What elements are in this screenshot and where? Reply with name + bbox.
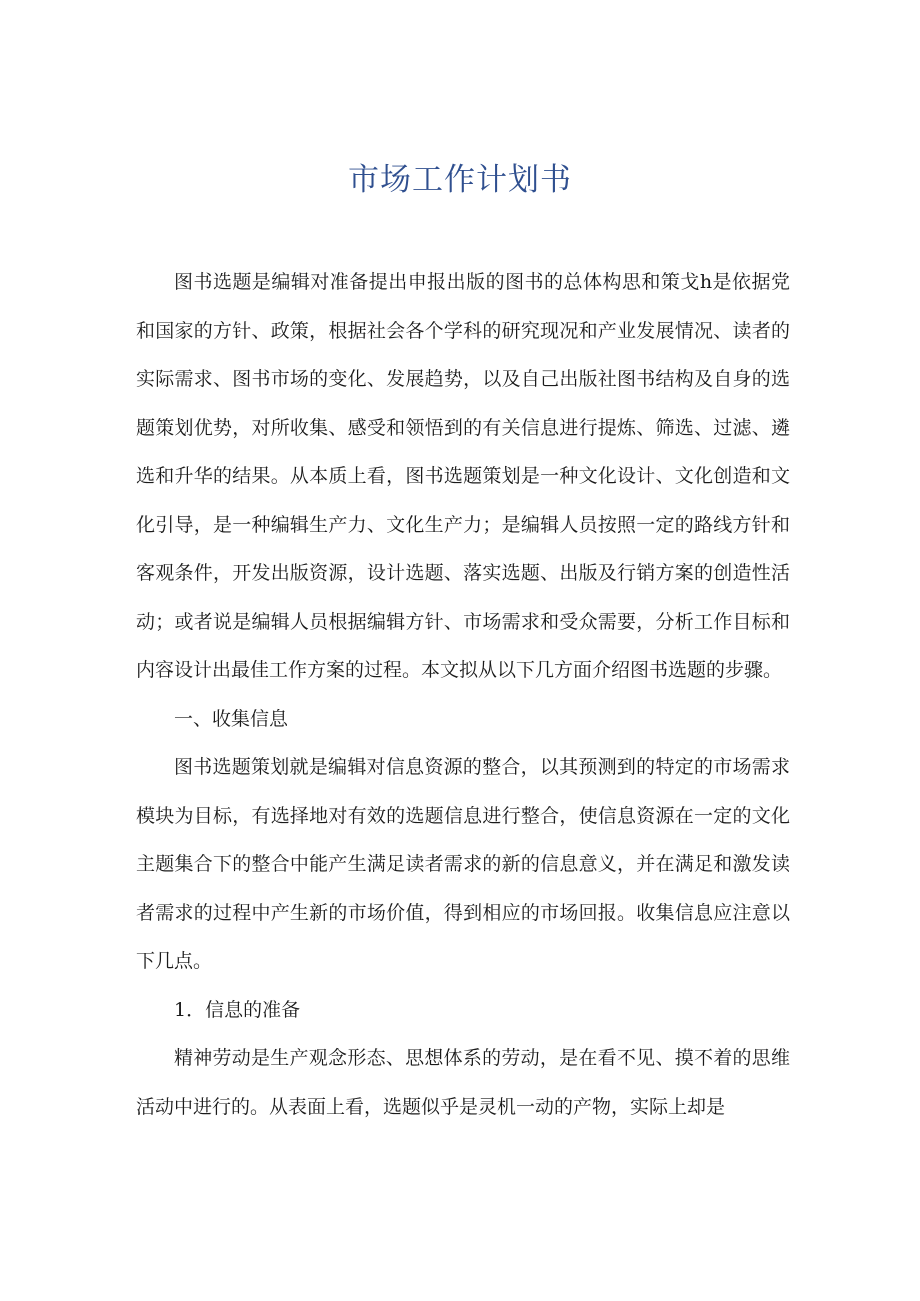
subsection-heading-info-prep: 1．信息的准备 — [174, 998, 301, 1021]
section-heading-collect-info: 一、收集信息 — [174, 707, 289, 730]
document-body — [136, 258, 790, 1131]
paragraph-info-prep: 精神劳动是生产观念形态、思想体系的劳动，是在看不见、摸不着的思维活动中进行的。从表面上看，选题似乎是灵机一动的产物，实际上却是 — [136, 1047, 790, 1118]
paragraph-collect-info: 图书选题策划就是编辑对信息资源的整合，以其预测到的特定的市场需求模块为目标，有选择地对有效的选题信息进行整合，使信息资源在一定的文化主题集合下的整合中能产生满足读者需求的新的信息意义，并在满足和激发读者需求的过程中产生新的市场价值，得到相应的市场回报。收集信息应注意以下几点。 — [136, 756, 790, 972]
paragraph-intro: 图书选题是编辑对准备提出申报出版的图书的总体构思和策戈h是依据党和国家的方针、政策，根据社会各个学科的研究现况和产业发展情况、读者的实际需求、图书市场的变化、发展趋势，以及自己出版社图书结构及自身的选题策划优势，对所收集、感受和领悟到的有关信息进行提炼、筛选、过滤、遴选和升华的结果。从本质上看，图书选题策划是一种文化设计、文化创造和文化引导，是一种编辑生产力、文化生产力；是编辑人员按照一定的路线方针和客观条件，开发出版资源，设计选题、落实选题、出版及行销方案的创造性活动；或者说是编辑人员根据编辑方针、市场需求和受众需要，分析工作目标和内容设计出最佳工作方案的过程。本文拟从以下几方面介绍图书选题的步骤。 — [136, 271, 790, 681]
document-title: 市场工作计划书 — [348, 162, 572, 198]
